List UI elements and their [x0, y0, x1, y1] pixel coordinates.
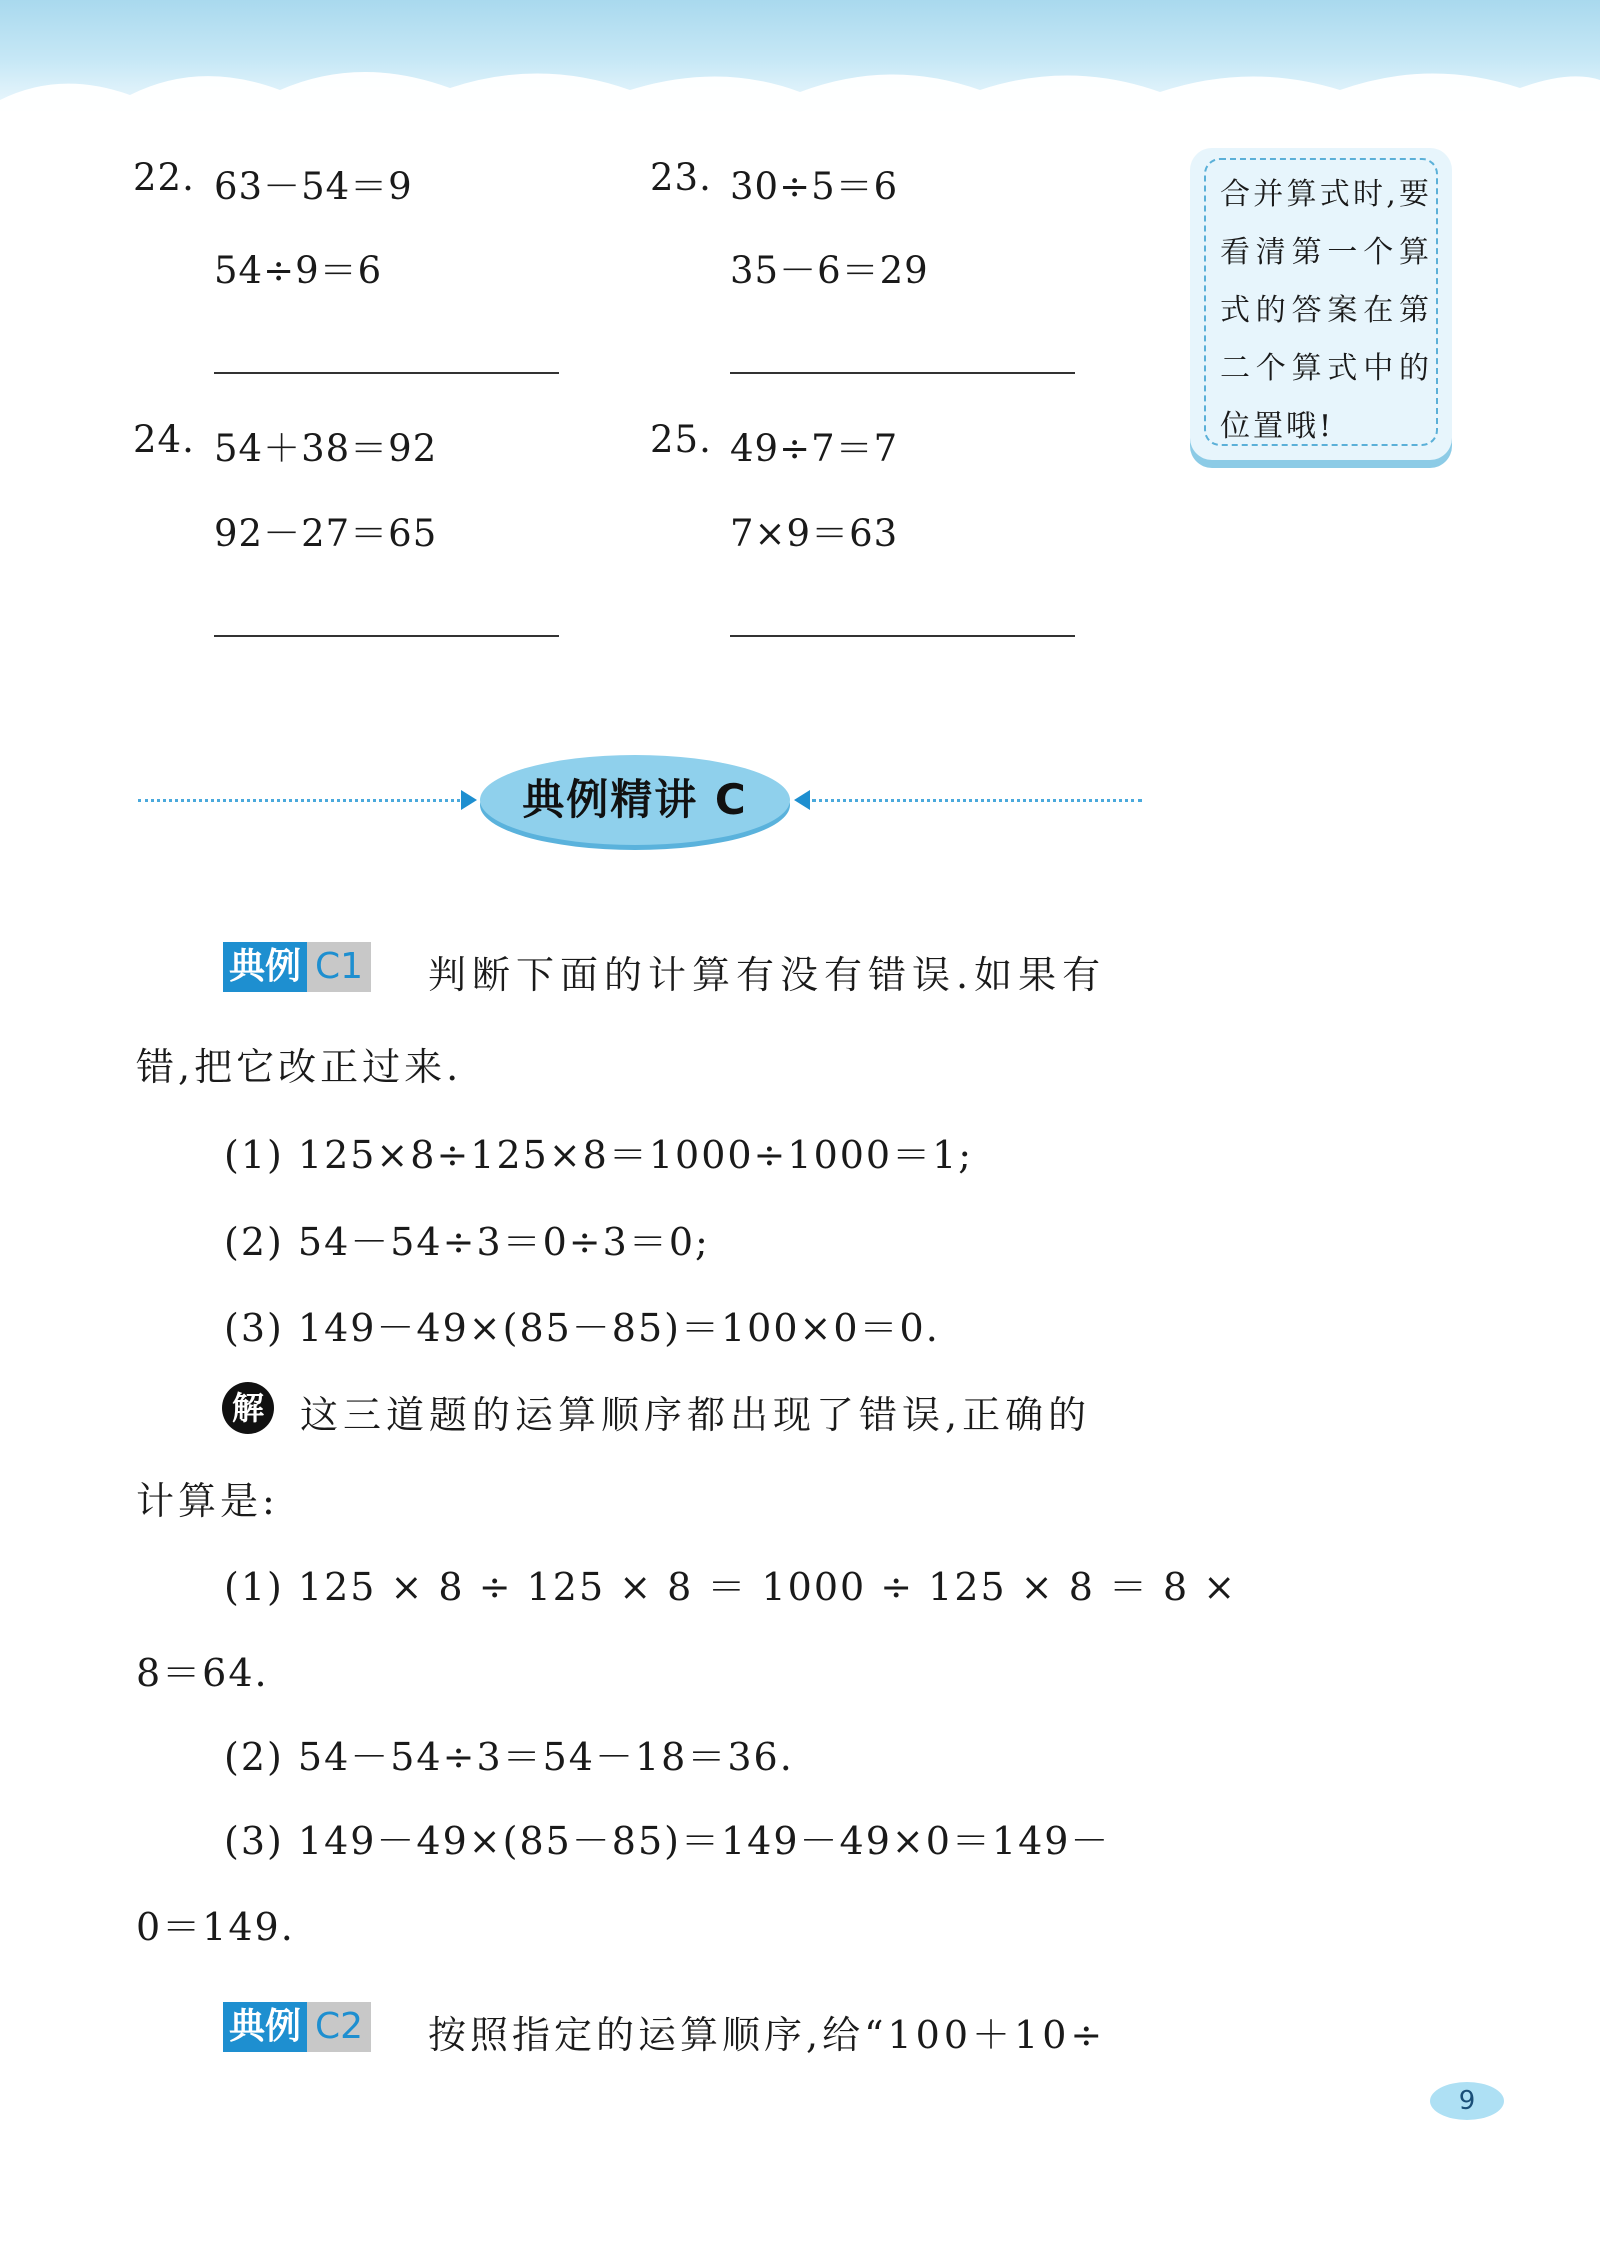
exercise-24-answer-blank[interactable]	[214, 635, 559, 637]
exercise-25-answer-blank[interactable]	[730, 635, 1075, 637]
exercise-24-line2: 92－27＝65	[214, 512, 438, 555]
example-badge-prefix: 典例	[223, 942, 307, 992]
exercise-23-number: 23.	[650, 156, 712, 199]
exercise-22-line2: 54÷9＝6	[214, 249, 383, 292]
example-c1-question-line1: 判断下面的计算有没有错误.如果有	[428, 953, 1107, 997]
example-c2-question-line1: 按照指定的运算顺序,给“100＋10÷	[428, 2013, 1107, 2057]
arrow-left-icon	[794, 790, 810, 810]
solution-icon: 解	[222, 1382, 274, 1434]
example-c1-question-line2: 错,把它改正过来.	[136, 1045, 463, 1089]
example-c1-item-3: (3) 149－49×(85－85)＝100×0＝0.	[224, 1306, 940, 1350]
example-c2-badge	[223, 2002, 371, 2052]
solution-line2: 计算是:	[136, 1479, 279, 1523]
exercise-24-line1: 54＋38＝92	[214, 427, 438, 470]
answer-1-line2: 8＝64.	[136, 1651, 269, 1695]
answer-3-line2: 0＝149.	[136, 1905, 295, 1949]
section-title: 典例精讲 C	[480, 755, 790, 845]
example-badge-code: C1	[307, 942, 371, 992]
header-sky-banner	[0, 0, 1600, 135]
answer-3-line1: (3) 149－49×(85－85)＝149－49×0＝149－	[224, 1819, 1111, 1863]
example-c1-item-2: (2) 54－54÷3＝0÷3＝0;	[224, 1220, 710, 1264]
exercise-25-number: 25.	[650, 418, 712, 461]
cloud-decoration	[0, 40, 1600, 140]
section-divider-right	[812, 799, 1142, 802]
tip-text: 合并算式时,要看清第一个算式的答案在第二个算式中的位置哦!	[1220, 177, 1432, 444]
exercise-22-line1: 63－54＝9	[214, 165, 413, 208]
exercise-22-number: 22.	[133, 156, 195, 199]
exercise-23-answer-blank[interactable]	[730, 372, 1075, 374]
answer-2-line1: (2) 54－54÷3＝54－18＝36.	[224, 1735, 794, 1779]
section-divider-left	[138, 799, 460, 802]
exercise-22-answer-blank[interactable]	[214, 372, 559, 374]
tip-box	[1190, 148, 1452, 460]
exercise-24-number: 24.	[133, 418, 195, 461]
page-number: 9	[1430, 2082, 1504, 2120]
exercise-25-line1: 49÷7＝7	[730, 427, 899, 470]
example-c1-item-1: (1) 125×8÷125×8＝1000÷1000＝1;	[224, 1133, 974, 1177]
example-badge-code: C2	[307, 2002, 371, 2052]
solution-line1: 这三道题的运算顺序都出现了错误,正确的	[300, 1393, 1092, 1437]
answer-1-line1: (1) 125 × 8 ÷ 125 × 8 ＝ 1000 ÷ 125 × 8 ＝ 8 ×	[224, 1565, 1238, 1609]
example-c1-badge	[223, 942, 371, 992]
arrow-right-icon	[461, 790, 477, 810]
exercise-25-line2: 7×9＝63	[730, 512, 899, 555]
exercise-23-line1: 30÷5＝6	[730, 165, 899, 208]
example-badge-prefix: 典例	[223, 2002, 307, 2052]
exercise-23-line2: 35－6＝29	[730, 249, 929, 292]
